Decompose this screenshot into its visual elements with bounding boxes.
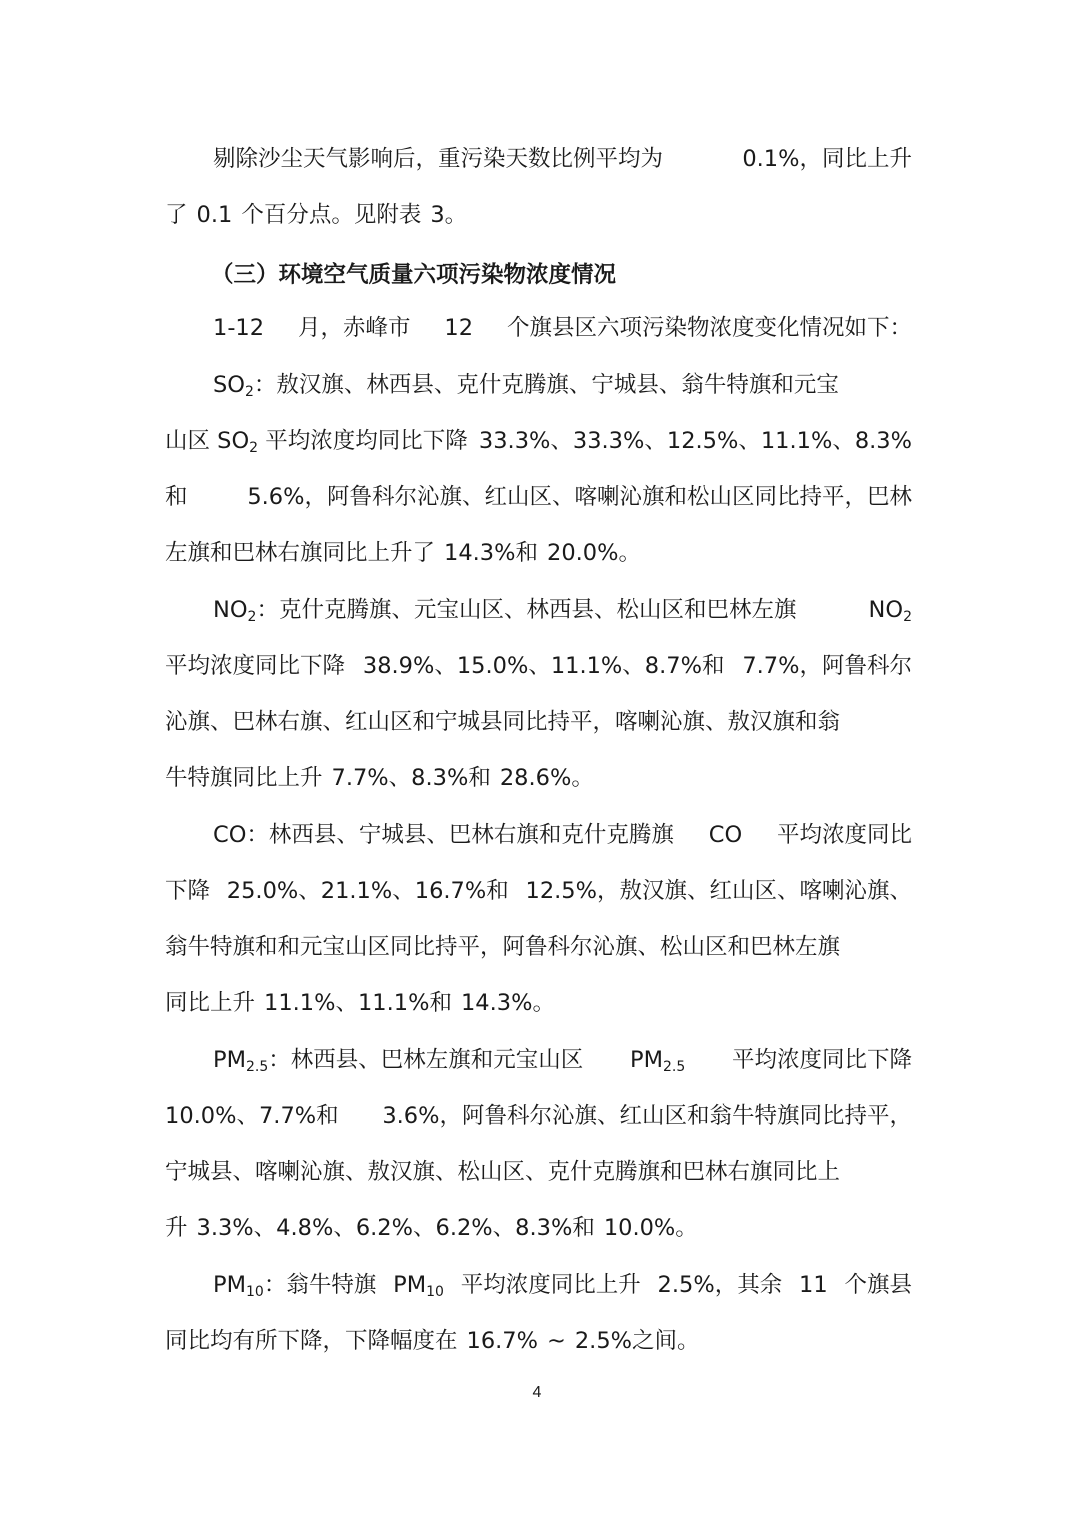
- text-run: 翁牛特旗和和元宝山区同比持平，阿鲁科尔沁旗、松山区和巴林左旗: [165, 934, 841, 960]
- text-run: 剔除沙尘天气影响后，重污染天数比例平均为: [213, 146, 664, 172]
- text-run: 10.0%。: [603, 1215, 698, 1241]
- paragraph-line: [213, 587, 912, 633]
- text-run: 月，赤峰市: [297, 315, 411, 341]
- pollutant-label-so2: $SO_2$：敖汉旗、林西县、克什克腾旗、宁城县、翁牛特旗和元宝: [213, 372, 839, 400]
- text-run: 1-12: [213, 315, 265, 341]
- text-run: 平均浓度同比下降: [165, 653, 346, 679]
- text-run: 11: [799, 1272, 828, 1298]
- paragraph-line: [165, 1318, 912, 1364]
- section-heading-text: （三）环境空气质量六项污染物浓度情况: [211, 262, 617, 288]
- paragraph-line: [165, 643, 912, 689]
- text-run: 同比均有所下降，下降幅度在: [165, 1328, 458, 1354]
- text-run: 下降: [165, 878, 211, 904]
- paragraph-line: [165, 192, 912, 238]
- pollutant-label-co: CO：林西县、宁城县、巴林右旗和克什克腾旗: [213, 822, 674, 848]
- paragraph-line: [165, 924, 912, 970]
- paragraph-line: [165, 755, 912, 801]
- paragraph-line: [165, 980, 912, 1026]
- text-run: 宁城县、喀喇沁旗、敖汉旗、松山区、克什克腾旗和巴林右旗同比上: [165, 1159, 841, 1185]
- text-run: 7.7%，阿鲁科尔: [742, 653, 912, 679]
- text-run: 5.6%，阿鲁科尔沁旗、红山区、喀喇沁旗和松山区同比持平，巴林: [247, 484, 912, 510]
- paragraph-line: [213, 362, 912, 408]
- text-run: 12.5%，敖汉旗、红山区、喀喇沁旗、: [525, 878, 912, 904]
- text-run: 16.7%: [466, 1328, 538, 1354]
- text-run: 个旗县: [844, 1272, 912, 1298]
- text-run: 33.3%、33.3%、12.5%、11.1%、8.3%: [478, 428, 912, 454]
- paragraph-line: [213, 136, 912, 182]
- text-run: 3。: [430, 202, 468, 228]
- text-run: 12: [444, 315, 474, 341]
- text-run: 沁旗、巴林右旗、红山区和宁城县同比持平，喀喇沁旗、敖汉旗和翁: [165, 709, 841, 735]
- paragraph-line: [213, 1262, 912, 1308]
- text-run: 了: [165, 202, 188, 228]
- text-run: 0.1: [196, 202, 233, 228]
- text-run: $PM_{2.5}$: [630, 1047, 686, 1075]
- text-run: 7.7%、8.3%和: [331, 765, 491, 791]
- text-run: 个旗县区六项污染物浓度变化情况如下：: [506, 315, 912, 341]
- section-heading: [211, 252, 616, 298]
- page-number: 4: [532, 1384, 542, 1401]
- text-run: 2.5%之间。: [574, 1328, 700, 1354]
- text-run: 同比上升: [165, 990, 256, 1016]
- text-run: 28.6%。: [499, 765, 594, 791]
- text-run: 山区 $SO_2$ 平均浓度均同比下降: [165, 428, 468, 456]
- text-run: 14.3%和: [444, 540, 538, 566]
- text-run: 38.9%、15.0%、11.1%、8.7%和: [362, 653, 725, 679]
- paragraph-line: [165, 1093, 912, 1139]
- text-run: 左旗和巴林右旗同比上升了: [165, 540, 436, 566]
- paragraph-line: [165, 1205, 912, 1251]
- paragraph-line: [165, 530, 912, 576]
- text-run: ~: [547, 1328, 566, 1354]
- text-run: $NO_2$: [868, 597, 912, 625]
- paragraph-line: [213, 1037, 912, 1083]
- text-run: 牛特旗同比上升: [165, 765, 323, 791]
- paragraph-line: [165, 1149, 912, 1195]
- text-run: 2.5%，其余: [657, 1272, 783, 1298]
- text-run: 20.0%。: [547, 540, 641, 566]
- text-run: 3.6%，阿鲁科尔沁旗、红山区和翁牛特旗同比持平，: [382, 1103, 912, 1129]
- text-run: 平均浓度同比: [776, 822, 912, 848]
- text-run: 10.0%、7.7%和: [165, 1103, 339, 1129]
- text-run: 11.1%、11.1%和: [264, 990, 452, 1016]
- text-run: 14.3%。: [460, 990, 555, 1016]
- paragraph-line: [165, 868, 912, 914]
- text-run: 3.3%、4.8%、6.2%、6.2%、8.3%和: [196, 1215, 595, 1241]
- text-run: CO: [708, 822, 743, 848]
- paragraph-line: [213, 812, 912, 858]
- paragraph-line: [165, 418, 912, 464]
- pollutant-label-pm10: $PM_{10}$：翁牛特旗: [213, 1272, 377, 1300]
- text-run: 平均浓度同比下降: [731, 1047, 912, 1073]
- text-run: 个百分点。见附表: [241, 202, 422, 228]
- pollutant-label-no2: $NO_2$：克什克腾旗、元宝山区、林西县、松山区和巴林左旗: [213, 597, 797, 625]
- text-run: 升: [165, 1215, 188, 1241]
- text-run: $PM_{10}$: [393, 1272, 444, 1300]
- paragraph-line: [213, 305, 912, 351]
- paragraph-line: [165, 474, 912, 520]
- text-run: 平均浓度同比上升: [460, 1272, 641, 1298]
- text-run: 0.1%，同比上升: [742, 146, 912, 172]
- pollutant-label-pm25: $PM_{2.5}$：林西县、巴林左旗和元宝山区: [213, 1047, 584, 1075]
- paragraph-line: [165, 699, 912, 745]
- text-run: 和: [165, 484, 188, 510]
- text-run: 25.0%、21.1%、16.7%和: [226, 878, 509, 904]
